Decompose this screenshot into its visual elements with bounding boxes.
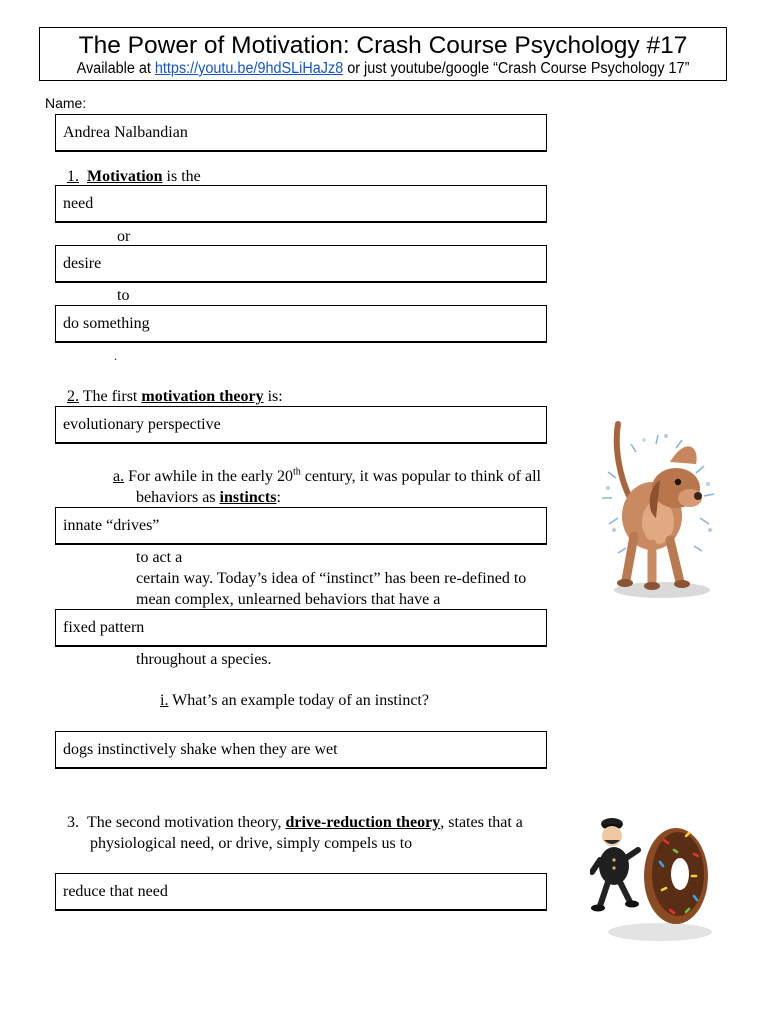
q2-term: motivation theory: [141, 388, 264, 405]
q2a-after-line3: mean complex, unlearned behaviors that have a: [136, 591, 441, 608]
q1-rest: is the: [162, 168, 201, 185]
worksheet-subtitle: [64, 60, 702, 78]
worksheet-header: [39, 27, 727, 81]
q1-term: Motivation: [87, 168, 163, 185]
q2a-line1: [113, 467, 541, 487]
q3-post: , states that a: [440, 814, 523, 831]
q3-prompt-line2: physiological need, or drive, simply compels us to: [90, 835, 413, 852]
q2a-fixed-pattern-answer[interactable]: fixed pattern: [55, 609, 547, 647]
q2a-term: instincts: [219, 489, 277, 506]
q2ai-answer[interactable]: dogs instinctively shake when they are wet: [55, 731, 547, 769]
q2ai-label: i.: [160, 692, 169, 709]
video-link[interactable]: https://youtu.be/9hdSLiHaJz8: [154, 60, 344, 77]
q3-number: 3.: [67, 814, 79, 831]
q1-prompt: [67, 167, 201, 187]
q2ai-text: What’s an example today of an instinct?: [168, 692, 429, 709]
q1-or: or: [117, 228, 131, 245]
q2a-line1-post: century, it was popular to think of all: [300, 468, 541, 485]
q3-prompt-line1: [67, 813, 523, 833]
q2-number: 2.: [67, 388, 79, 405]
q1-to: to: [117, 287, 130, 304]
subtitle-suffix: or just youtube/google “Crash Course Psychology 17”: [343, 60, 690, 77]
q1-number: 1.: [67, 168, 79, 185]
name-label: Name:: [45, 95, 87, 111]
man-chasing-donut-icon: [590, 810, 720, 950]
q3-answer[interactable]: reduce that need: [55, 873, 547, 911]
q3-pre: The second motivation theory,: [87, 814, 286, 831]
q1-trailing-dot: .: [114, 349, 117, 363]
q2a-answer[interactable]: innate “drives”: [55, 507, 547, 545]
q2a-line2-pre: behaviors as: [136, 489, 220, 506]
q2a-label: a.: [113, 468, 125, 485]
q2a-after-line2: certain way. Today’s idea of “instinct” has been re-defined to: [136, 570, 527, 587]
q2a-throughout: throughout a species.: [136, 651, 272, 668]
q2ai-prompt: [160, 691, 429, 711]
q2a-line1-sup: th: [292, 466, 301, 478]
q1-answer-desire[interactable]: desire: [55, 245, 547, 283]
q2-post: is:: [263, 388, 283, 405]
q2a-line2: [136, 488, 281, 508]
q3-term: drive-reduction theory: [285, 814, 441, 831]
q1-answer-do-something[interactable]: do something: [55, 305, 547, 343]
q2a-line2-post: :: [276, 489, 281, 506]
q2a-line1-pre: For awhile in the early 20: [124, 468, 293, 485]
worksheet-title: The Power of Motivation: Crash Course Psychology #17: [78, 32, 688, 59]
q2-answer[interactable]: evolutionary perspective: [55, 406, 547, 444]
q2a-after-line1: to act a: [136, 549, 183, 566]
wet-dog-icon: [596, 418, 720, 604]
q2-prompt: [67, 387, 283, 407]
name-field[interactable]: Andrea Nalbandian: [55, 114, 547, 152]
q2-pre: The first: [79, 388, 142, 405]
q1-answer-need[interactable]: need: [55, 185, 547, 223]
subtitle-prefix: Available at: [76, 60, 155, 77]
